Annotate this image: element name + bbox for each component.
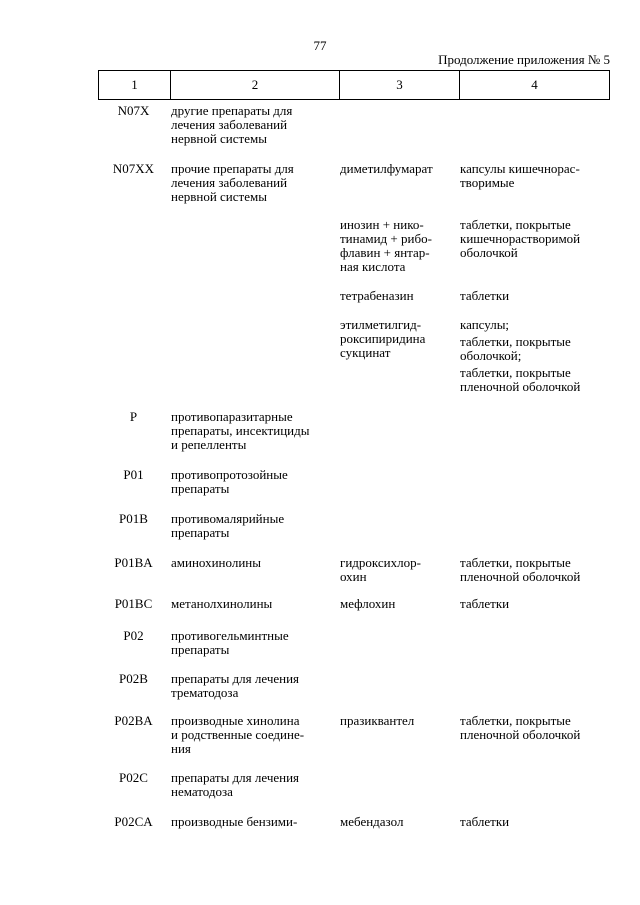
drug-name	[338, 162, 458, 204]
drug-name	[338, 556, 458, 584]
group-name-line: прочие препараты для	[171, 161, 294, 176]
dosage-form-line: оболочкой;	[460, 348, 522, 363]
group-name-line: противопаразитарные	[171, 409, 293, 424]
dosage-form	[458, 410, 608, 452]
drug-name-line: мебендазол	[340, 814, 404, 829]
drug-name-line: тетрабеназин	[340, 288, 414, 303]
table-row	[98, 672, 610, 700]
atc-code	[98, 318, 169, 394]
group-name	[169, 410, 338, 452]
drug-name-line: гидроксихлор-	[340, 555, 421, 570]
group-name	[169, 162, 338, 204]
dosage-form-line: пленочной оболочкой	[460, 569, 581, 584]
dosage-form	[458, 672, 608, 700]
group-name-line: препараты, инсектициды	[171, 423, 310, 438]
group-name-line: противопротозойные	[171, 467, 288, 482]
header-col-2: 2	[170, 71, 339, 99]
atc-code	[98, 218, 169, 274]
header-col-3: 3	[339, 71, 459, 99]
drug-name	[338, 771, 458, 799]
drug-name-line: мефлохин	[340, 596, 396, 611]
group-name-line: другие препараты для	[171, 103, 293, 118]
group-name	[169, 104, 338, 146]
dosage-form	[458, 289, 608, 303]
group-name-line: нематодоза	[171, 784, 233, 799]
group-name	[169, 815, 338, 829]
drug-name	[338, 512, 458, 540]
group-name-line: ния	[171, 741, 191, 756]
table-row	[98, 218, 610, 274]
group-name	[169, 714, 338, 756]
group-name	[169, 672, 338, 700]
dosage-form	[458, 629, 608, 657]
table-row	[98, 289, 610, 303]
table-row	[98, 104, 610, 146]
group-name-line: препараты для лечения	[171, 671, 300, 686]
group-name-line: метанолхинолины	[171, 596, 273, 611]
group-name-line: лечения заболеваний	[171, 117, 288, 132]
drug-name-line: празиквантел	[340, 713, 415, 728]
drug-name-line: диметилфумарат	[340, 161, 433, 176]
group-name	[169, 468, 338, 496]
dosage-form	[458, 162, 608, 204]
atc-code: P02BA	[114, 713, 153, 728]
drug-name	[338, 318, 458, 394]
dosage-form-line: пленочной оболочкой	[460, 727, 581, 742]
group-name-line: нервной системы	[171, 189, 267, 204]
group-name	[169, 629, 338, 657]
group-name	[169, 556, 338, 584]
atc-code: P02C	[119, 770, 148, 785]
atc-code: P02	[123, 628, 144, 643]
dosage-form-line: таблетки, покрытые	[460, 713, 571, 728]
drug-name-line: роксипиридина	[340, 331, 426, 346]
group-name-line: аминохинолины	[171, 555, 261, 570]
group-name	[169, 597, 338, 611]
group-name-line: трематодоза	[171, 685, 239, 700]
dosage-form-line: пленочной оболочкой	[460, 379, 581, 394]
dosage-form-line: таблетки, покрытые	[460, 334, 571, 349]
dosage-form-line: капсулы кишечнорас-	[460, 161, 580, 176]
page-number: 77	[313, 38, 327, 53]
atc-code: P02CA	[114, 814, 153, 829]
dosage-form	[458, 556, 608, 584]
table-row	[98, 597, 610, 611]
dosage-form-line: таблетки, покрытые	[460, 365, 571, 380]
drug-name	[338, 410, 458, 452]
dosage-form	[458, 597, 608, 611]
drug-name	[338, 468, 458, 496]
group-name-line: препараты	[171, 525, 230, 540]
group-name-line: противогельминтные	[171, 628, 289, 643]
atc-code: N07XX	[112, 161, 155, 176]
drug-name-line: ная кислота	[340, 259, 406, 274]
dosage-form-line: таблетки, покрытые	[460, 555, 571, 570]
table-row	[98, 410, 610, 452]
group-name-line: лечения заболеваний	[171, 175, 288, 190]
header-col-4: 4	[459, 71, 609, 99]
group-name-line: производные бензими-	[171, 814, 298, 829]
group-name-line: производные хинолина	[171, 713, 300, 728]
table-row	[98, 815, 610, 829]
drug-name-line: охин	[340, 569, 367, 584]
group-name	[169, 289, 338, 303]
atc-code: P02B	[119, 671, 148, 686]
drug-name-line: сукцинат	[340, 345, 391, 360]
drug-name	[338, 672, 458, 700]
dosage-form-line: таблетки	[460, 596, 510, 611]
atc-code: P	[129, 409, 138, 424]
dosage-form-line: таблетки, покрытые	[460, 217, 571, 232]
dosage-form-line: оболочкой	[460, 245, 518, 260]
table-row	[98, 556, 610, 584]
group-name-line: препараты	[171, 481, 230, 496]
group-name	[169, 318, 338, 394]
table-row	[98, 162, 610, 204]
group-name	[169, 218, 338, 274]
drug-name	[338, 714, 458, 756]
dosage-form	[458, 771, 608, 799]
table-row	[98, 714, 610, 756]
group-name-line: препараты	[171, 642, 230, 657]
atc-code: P01BA	[114, 555, 153, 570]
dosage-form	[458, 318, 608, 394]
table-row	[98, 512, 610, 540]
drug-name-line: флавин + янтар-	[340, 245, 430, 260]
group-name	[169, 512, 338, 540]
group-name-line: и репелленты	[171, 437, 247, 452]
table-row	[98, 468, 610, 496]
table-row	[98, 629, 610, 657]
dosage-form-line: таблетки	[460, 814, 510, 829]
atc-code	[98, 289, 169, 303]
table-header	[98, 70, 610, 100]
dosage-form	[458, 104, 608, 146]
dosage-form	[458, 714, 608, 756]
dosage-form	[458, 815, 608, 829]
group-name	[169, 771, 338, 799]
table-row	[98, 771, 610, 799]
atc-code: N07X	[117, 103, 150, 118]
dosage-form-line: творимые	[460, 175, 515, 190]
dosage-form	[458, 512, 608, 540]
atc-code: P01BC	[114, 596, 153, 611]
drug-name	[338, 815, 458, 829]
drug-name	[338, 289, 458, 303]
header-col-1: 1	[131, 77, 138, 92]
drug-name	[338, 218, 458, 274]
group-name-line: и родственные соедине-	[171, 727, 305, 742]
dosage-form-line: капсулы;	[460, 317, 510, 332]
atc-code: P01	[123, 467, 144, 482]
continuation-caption: Продолжение приложения № 5	[438, 52, 610, 67]
group-name-line: препараты для лечения	[171, 770, 300, 785]
drug-name-line: инозин + нико-	[340, 217, 424, 232]
table-row	[98, 318, 610, 394]
dosage-form-line: таблетки	[460, 288, 510, 303]
atc-code: P01B	[119, 511, 148, 526]
group-name-line: противомалярийные	[171, 511, 285, 526]
dosage-form	[458, 218, 608, 274]
drug-name	[338, 629, 458, 657]
drug-name	[338, 597, 458, 611]
dosage-form	[458, 468, 608, 496]
drug-name-line: этилметилгид-	[340, 317, 422, 332]
drug-name-line: тинамид + рибо-	[340, 231, 432, 246]
drug-name	[338, 104, 458, 146]
dosage-form-line: кишечнорастворимой	[460, 231, 581, 246]
group-name-line: нервной системы	[171, 131, 267, 146]
